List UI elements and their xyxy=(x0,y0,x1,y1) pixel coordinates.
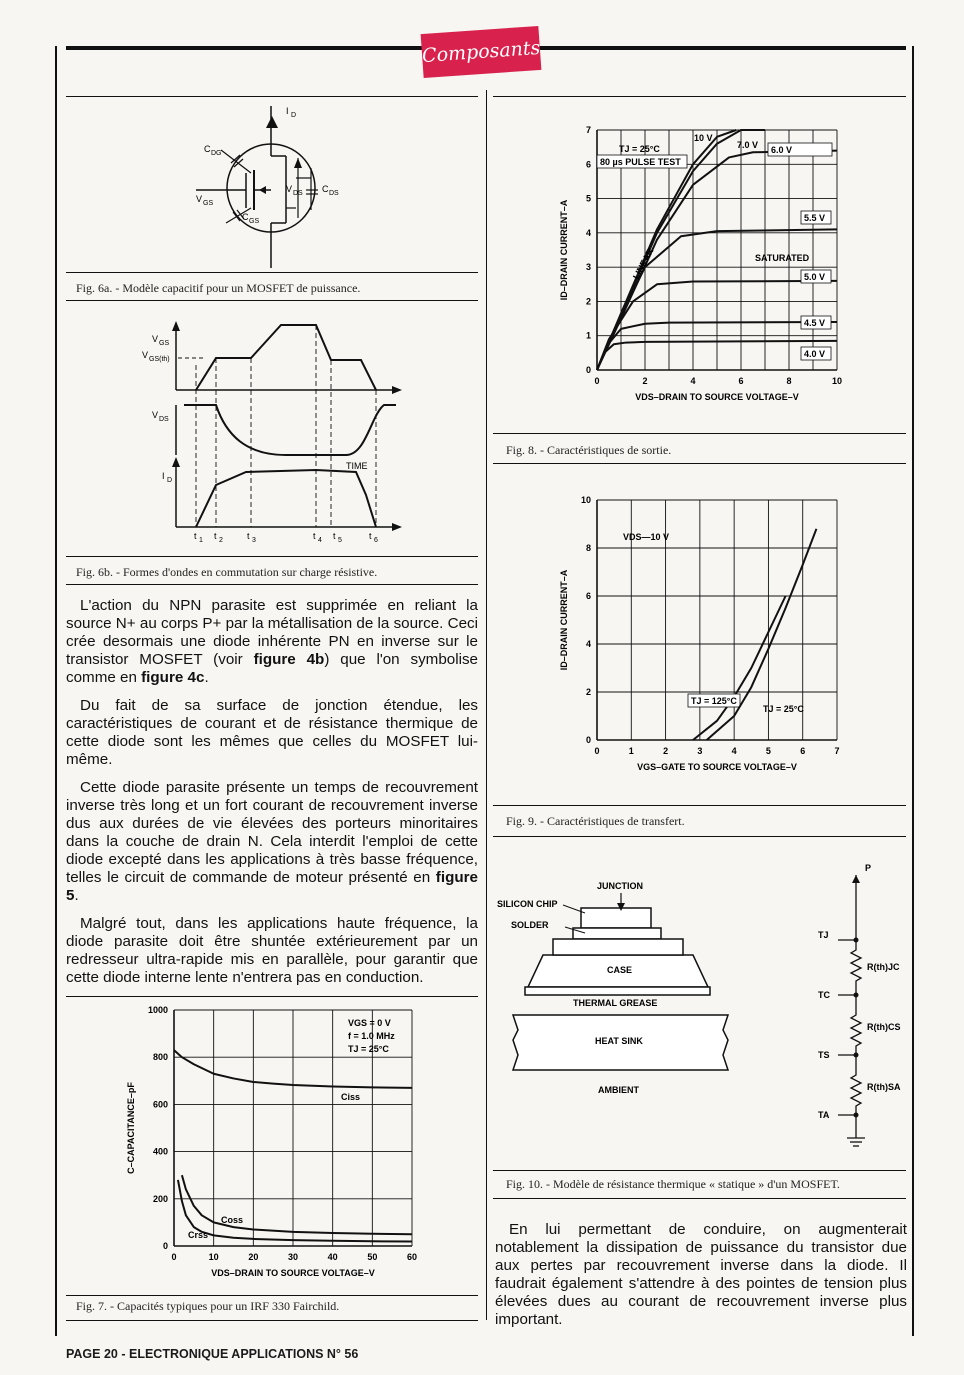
column-divider xyxy=(486,90,487,1320)
svg-text:DS: DS xyxy=(159,416,169,423)
y-tick-label: 3 xyxy=(585,262,591,273)
x-axis-label: VDS–DRAIN TO SOURCE VOLTAGE–V xyxy=(635,392,799,402)
y-tick-label: 2 xyxy=(585,296,591,307)
y-tick-label: 4 xyxy=(585,639,591,649)
series-label: Coss xyxy=(221,1215,244,1225)
y-axis-label: ID–DRAIN CURRENT–A xyxy=(559,569,569,671)
series-label: 5.5 V xyxy=(804,213,826,223)
article-paragraph xyxy=(66,697,478,769)
svg-text:GS: GS xyxy=(159,340,170,347)
figure-reference: figure 5 xyxy=(66,869,478,904)
x-tick-label: 0 xyxy=(594,746,600,756)
x-axis-label: VDS–DRAIN TO SOURCE VOLTAGE–V xyxy=(211,1268,375,1278)
svg-text:R(th)CS: R(th)CS xyxy=(867,1022,901,1032)
svg-text:R(th)SA: R(th)SA xyxy=(867,1082,901,1092)
fig6b-caption: Fig. 6b. - Formes d'ondes en commutation sur charge résistive. xyxy=(76,565,378,579)
series-label: 4.0 V xyxy=(804,349,826,359)
chart-annotation: f = 1.0 MHz xyxy=(348,1031,395,1041)
svg-text:V: V xyxy=(196,194,203,204)
svg-text:TC: TC xyxy=(818,990,830,1000)
y-tick-label: 200 xyxy=(152,1193,168,1204)
y-tick-label: 7 xyxy=(585,125,591,135)
x-tick-label: 6 xyxy=(800,746,806,756)
fig10-diagram xyxy=(493,845,906,1165)
x-tick-label: 7 xyxy=(834,746,840,756)
series-line xyxy=(693,596,786,740)
fig10-caption: Fig. 10. - Modèle de résistance thermique « statique » d'un MOSFET. xyxy=(506,1177,840,1191)
page-footer: PAGE 20 - ELECTRONIQUE APPLICATIONS N° 56 xyxy=(66,1347,359,1361)
y-tick-label: 600 xyxy=(152,1099,168,1110)
left-outer-rule xyxy=(55,46,57,1336)
svg-text:V: V xyxy=(142,350,149,360)
x-tick-label: 50 xyxy=(367,1252,378,1262)
series-label: 4.5 V xyxy=(804,318,826,328)
x-tick-label: 4 xyxy=(690,376,696,386)
svg-text:C: C xyxy=(242,212,249,222)
y-tick-label: 400 xyxy=(152,1146,168,1157)
svg-text:1: 1 xyxy=(199,537,203,544)
fig10-label-heat-sink: HEAT SINK xyxy=(595,1036,643,1046)
y-tick-label: 0 xyxy=(585,735,591,745)
svg-text:V: V xyxy=(152,410,159,420)
svg-text:TIME: TIME xyxy=(346,461,368,471)
fig10-label-silicon-chip: SILICON CHIP xyxy=(497,899,558,909)
fig10-label-case: CASE xyxy=(607,965,633,975)
y-axis-label: C–CAPACITANCE–pF xyxy=(126,1082,136,1174)
svg-text:I: I xyxy=(286,106,289,116)
series-label: TJ = 25°C xyxy=(763,704,804,714)
fig8-caption: Fig. 8. - Caractéristiques de sortie. xyxy=(506,443,672,457)
fig6a-diagram xyxy=(66,98,478,273)
fig6b-diagram xyxy=(66,305,478,555)
svg-text:GS(th): GS(th) xyxy=(149,356,170,363)
article-right-paragraph: En lui permettant de conduire, on augmenterait notablement la dissipation de puissance du transistor due aux pertes par recouvrement inverse dans la diode. Il faudrait également s'attendre à des pointes de tension plus élevées dues au courant de recouvrement inverse plus important. xyxy=(495,1221,907,1328)
svg-text:t: t xyxy=(313,531,316,541)
series-label: Crss xyxy=(188,1230,209,1240)
x-axis-label: VGS–GATE TO SOURCE VOLTAGE–V xyxy=(637,762,797,772)
x-tick-label: 2 xyxy=(663,746,669,756)
x-tick-label: 2 xyxy=(642,376,648,386)
fig7-caption: Fig. 7. - Capacités typiques pour un IRF 330 Fairchild. xyxy=(76,1299,340,1313)
fig10-label-junction: JUNCTION xyxy=(597,881,644,891)
article-text-run: Malgré tout, dans les applications haute fréquence, la diode parasite doit être shuntée extérieurement par un redresseur ultra-rapide mis en parallèle, pour garantir que cette diode interne lente n'entrera pas en conduction. xyxy=(66,915,478,986)
svg-text:TJ: TJ xyxy=(818,930,829,940)
right-outer-rule xyxy=(912,46,914,1336)
fig6a-caption: Fig. 6a. - Modèle capacitif pour un MOSFET de puissance. xyxy=(76,281,361,295)
article-text-run: Du fait de sa surface de jonction étendue, les caractéristiques de courant et de résistance thermique de cette diode sont les mêmes que celles du MOSFET lui-même. xyxy=(66,697,478,768)
svg-text:P: P xyxy=(865,863,872,873)
svg-text:t: t xyxy=(247,531,250,541)
chart-annotation: VGS = 0 V xyxy=(348,1018,391,1028)
x-tick-label: 20 xyxy=(248,1252,259,1262)
fig10-label-solder: SOLDER xyxy=(511,920,549,930)
y-tick-label: 8 xyxy=(585,543,591,553)
chart-annotation: TJ = 25°C xyxy=(348,1044,389,1054)
article-paragraph xyxy=(66,915,478,987)
y-tick-label: 2 xyxy=(585,687,591,697)
chart-annotation: VDS—10 V xyxy=(623,532,670,542)
chart-annotation: TJ = 25°C xyxy=(619,144,660,154)
series-label: 10 V xyxy=(694,133,713,143)
svg-text:D: D xyxy=(291,112,297,119)
svg-text:GS: GS xyxy=(203,200,214,207)
svg-text:C: C xyxy=(322,184,329,194)
svg-text:R(th)JC: R(th)JC xyxy=(867,962,900,972)
y-tick-label: 800 xyxy=(152,1052,168,1063)
svg-text:t: t xyxy=(369,531,372,541)
fig10-label-thermal-grease: THERMAL GREASE xyxy=(573,998,658,1008)
article-text-run: Cette diode parasite présente un temps de recouvrement inverse très long et un fort courant de recouvrement inverse dus aux durées de vie élevées des porteurs minoritaires dans la couche de drain N. Cela interdit l'emploi de cette diode excepté dans les applications à très basse fréquence, telles le circuit de commande de moteur présenté en xyxy=(66,779,478,886)
fig9-caption: Fig. 9. - Caractéristiques de transfert. xyxy=(506,814,685,828)
svg-text:t: t xyxy=(214,531,217,541)
figure-reference: figure 4c xyxy=(141,669,205,686)
svg-text:t: t xyxy=(194,531,197,541)
article-text-run: . xyxy=(74,887,79,904)
x-tick-label: 6 xyxy=(738,376,744,386)
svg-text:t: t xyxy=(333,531,336,541)
article-text-run: L'action du NPN parasite est supprimée en reliant la source N+ au corps P+ par la métallisation de la source. Ceci crée desormais une diode inhérente PN en inverse sur le transistor MOSFET (voir xyxy=(66,597,478,668)
series-label: 7.0 V xyxy=(737,140,759,150)
svg-text:D: D xyxy=(167,477,173,484)
chart-annotation: SATURATED xyxy=(755,253,810,263)
article-paragraph xyxy=(66,779,478,905)
series-label: 5.0 V xyxy=(804,272,826,282)
svg-text:GS: GS xyxy=(249,218,260,225)
article-text-run: ) que l'on symbolise comme en xyxy=(66,651,478,686)
series-label: 6.0 V xyxy=(771,145,793,155)
y-tick-label: 0 xyxy=(162,1241,168,1251)
svg-text:V: V xyxy=(286,184,293,194)
fig9-chart xyxy=(493,490,906,780)
svg-text:TA: TA xyxy=(818,1110,830,1120)
chart-annotation: 80 µs PULSE TEST xyxy=(600,157,681,167)
fig7-chart xyxy=(66,1000,478,1292)
article-right-text xyxy=(495,1221,907,1339)
series-line xyxy=(182,1175,412,1234)
x-tick-label: 4 xyxy=(731,746,737,756)
figure-reference: figure 4b xyxy=(253,651,325,668)
x-tick-label: 8 xyxy=(786,376,792,386)
chart-annotation: LINEAR xyxy=(630,246,656,281)
y-tick-label: 1 xyxy=(585,330,591,341)
svg-text:DS: DS xyxy=(293,190,303,197)
header-rule-right xyxy=(536,46,906,50)
svg-text:2: 2 xyxy=(219,537,223,544)
y-tick-label: 10 xyxy=(580,495,591,505)
svg-text:3: 3 xyxy=(252,537,256,544)
x-tick-label: 30 xyxy=(287,1252,299,1262)
y-tick-label: 1000 xyxy=(147,1005,168,1015)
header-rule-left xyxy=(66,46,428,50)
series-label: TJ = 125°C xyxy=(691,696,737,706)
x-tick-label: 40 xyxy=(327,1252,338,1262)
svg-text:I: I xyxy=(162,471,165,481)
x-tick-label: 1 xyxy=(628,746,634,756)
series-label: Ciss xyxy=(341,1092,361,1102)
x-tick-label: 60 xyxy=(406,1252,418,1262)
y-tick-label: 6 xyxy=(585,159,591,170)
svg-text:C: C xyxy=(204,144,211,154)
article-text-run: . xyxy=(204,669,209,686)
fig8-chart xyxy=(493,110,906,430)
x-tick-label: 10 xyxy=(831,376,843,386)
fig6b-label-vgs: V xyxy=(152,334,159,344)
svg-text:TS: TS xyxy=(818,1050,830,1060)
y-tick-label: 6 xyxy=(585,591,591,601)
svg-text:5: 5 xyxy=(338,537,342,544)
article-left-text xyxy=(66,597,478,997)
y-axis-label: ID–DRAIN CURRENT–A xyxy=(559,199,569,301)
svg-text:4: 4 xyxy=(318,537,322,544)
x-tick-label: 10 xyxy=(208,1252,219,1262)
x-tick-label: 0 xyxy=(594,376,600,386)
svg-text:DG: DG xyxy=(211,150,222,157)
y-tick-label: 5 xyxy=(585,193,591,204)
x-tick-label: 0 xyxy=(171,1252,177,1262)
article-paragraph xyxy=(66,597,478,687)
y-tick-label: 4 xyxy=(585,227,591,238)
section-banner: Composants xyxy=(421,26,542,78)
y-tick-label: 0 xyxy=(585,365,591,375)
svg-text:6: 6 xyxy=(374,537,378,544)
svg-text:DS: DS xyxy=(329,190,339,197)
x-tick-label: 5 xyxy=(765,746,771,756)
x-tick-label: 3 xyxy=(697,746,703,756)
fig10-label-ambient: AMBIENT xyxy=(598,1085,639,1095)
